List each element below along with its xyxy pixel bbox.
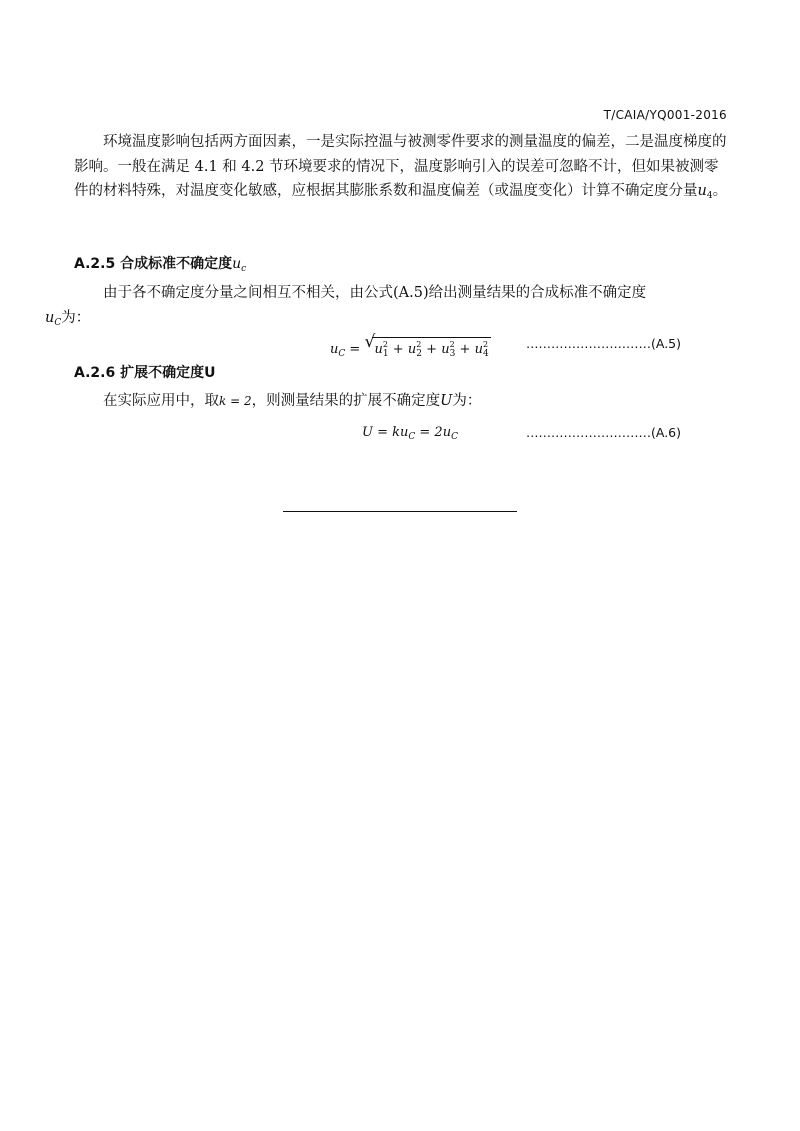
sqrt-expression: √ $u^2_1 + u^2_2 + u^2_3 + u^2_4$ — [364, 332, 489, 359]
equation-number-a5: …………………………(A.5) — [526, 336, 682, 351]
end-of-document-rule — [283, 511, 517, 512]
uc-inline-symbol: $u_C$ — [45, 309, 62, 328]
a26-paragraph: 在实际应用中，取k = 2，则测量结果的扩展不确定度U为： — [103, 393, 482, 409]
k-value: k = 2 — [219, 394, 252, 408]
u4-symbol: $u_4$ — [697, 183, 713, 201]
formula-a6: $U = ku_C = 2u_C$ — [362, 425, 458, 442]
plus-sign: + — [422, 342, 442, 357]
radicand-term: $u^2_1$ — [374, 340, 389, 359]
formula-a5: $u_C$ = √ $u^2_1 + u^2_2 + u^2_3 + u^2_4$ — [330, 332, 489, 359]
a25-paragraph: 由于各不确定度分量之间相互不相关，由公式(A.5)给出测量结果的合成标准不确定度 $u_C$为： — [45, 285, 647, 328]
equation-number-a6: …………………………(A.6) — [526, 425, 682, 440]
uc-symbol: $u_c$ — [232, 256, 247, 274]
temperature-paragraph-text: 环境温度影响包括两方面因素，一是实际控温与被测零件要求的测量温度的偏差，二是温度梯度的影响。一般在满足 4.1 和 4.2 节环境要求的情况下，温度影响引入的误差可忽略不计，但如果被测零件的材料特殊，对温度变化敏感，应根据其膨胀系数和温度偏差（或温度变化）计算不确定度分量 — [74, 134, 727, 199]
section-a26-heading: A.2.6 扩展不确定度U — [74, 365, 216, 381]
section-a25-heading: A.2.5 合成标准不确定度$u_c$ — [74, 256, 247, 274]
document-id: T/CAIA/YQ001-2016 — [603, 108, 727, 122]
radicand-term: $u^2_4$ — [474, 340, 489, 359]
radicand-term: $u^2_3$ — [441, 340, 456, 359]
radicand-term: $u^2_2$ — [407, 340, 423, 359]
U-symbol: U — [440, 393, 453, 409]
temperature-paragraph: 环境温度影响包括两方面因素，一是实际控温与被测零件要求的测量温度的偏差，二是温度梯度的影响。一般在满足 4.1 和 4.2 节环境要求的情况下，温度影响引入的误差可忽略不计，但如果被测零件的材料特殊，对温度变化敏感，应根据其膨胀系数和温度偏差（或温度变化）计算不确定度分量$u_4$。 — [74, 134, 728, 201]
plus-sign: + — [455, 342, 475, 357]
plus-sign: + — [388, 342, 408, 357]
